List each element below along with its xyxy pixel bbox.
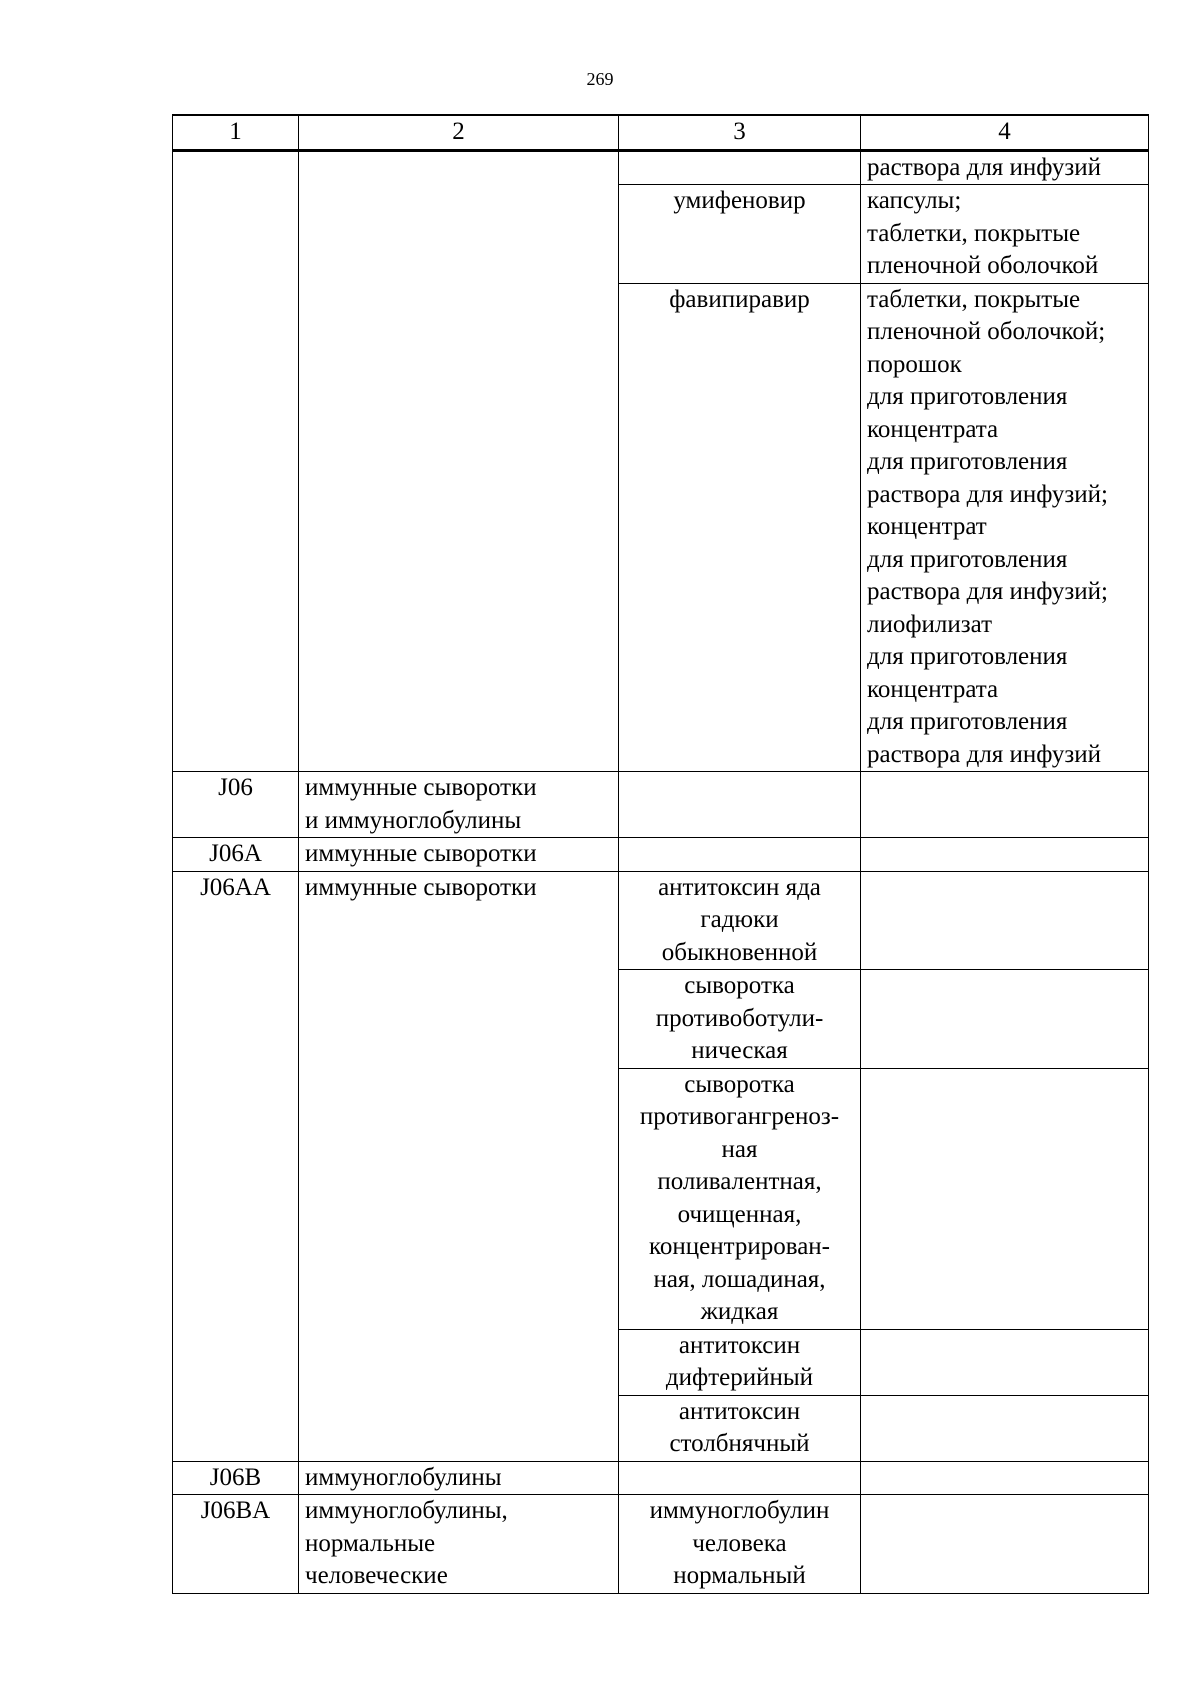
inn-cell bbox=[619, 150, 861, 185]
table-header-row bbox=[173, 115, 1149, 150]
table-row bbox=[173, 1495, 1149, 1594]
atc-code-cell: J06AA bbox=[173, 871, 299, 1461]
atc-code-cell: J06B bbox=[173, 1461, 299, 1495]
atc-code-cell: J06BA bbox=[173, 1495, 299, 1594]
dosage-form-cell: раствора для инфузий bbox=[861, 150, 1149, 185]
column-header-3: 3 bbox=[619, 115, 861, 150]
table-row bbox=[173, 1461, 1149, 1495]
table-row bbox=[173, 150, 1149, 185]
group-name-cell bbox=[299, 150, 619, 772]
atc-code-cell: J06 bbox=[173, 772, 299, 838]
dosage-form-cell bbox=[861, 871, 1149, 970]
inn-cell: иммуноглобулин человека нормальный bbox=[619, 1495, 861, 1594]
inn-cell bbox=[619, 1461, 861, 1495]
inn-cell: умифеновир bbox=[619, 185, 861, 284]
inn-cell: сыворотка противогангреноз- ная поливалентная, очищенная, концентрирован- ная, лошадиная, жидкая bbox=[619, 1068, 861, 1329]
inn-cell: фавипиравир bbox=[619, 283, 861, 772]
group-name-cell: иммунные сыворотки и иммуноглобулины bbox=[299, 772, 619, 838]
dosage-form-cell bbox=[861, 838, 1149, 872]
group-name-cell: иммунные сыворотки bbox=[299, 871, 619, 1461]
inn-cell bbox=[619, 838, 861, 872]
group-name-cell: иммунные сыворотки bbox=[299, 838, 619, 872]
dosage-form-cell: капсулы; таблетки, покрытые пленочной оболочкой bbox=[861, 185, 1149, 284]
dosage-form-cell bbox=[861, 1461, 1149, 1495]
table-row bbox=[173, 871, 1149, 970]
dosage-form-cell bbox=[861, 1395, 1149, 1461]
atc-code-cell bbox=[173, 150, 299, 772]
table-row bbox=[173, 838, 1149, 872]
inn-cell: антитоксин яда гадюки обыкновенной bbox=[619, 871, 861, 970]
dosage-form-cell bbox=[861, 1495, 1149, 1594]
inn-cell: антитоксин дифтерийный bbox=[619, 1329, 861, 1395]
group-name-cell: иммуноглобулины, нормальные человеческие bbox=[299, 1495, 619, 1594]
inn-cell: сыворотка противоботули- ническая bbox=[619, 970, 861, 1069]
dosage-form-cell bbox=[861, 1068, 1149, 1329]
dosage-form-cell: таблетки, покрытые пленочной оболочкой; порошок для приготовления концентрата для приготовления раствора для инфузий; концентрат для приготовления раствора для инфузий; лиофилизат для приготовления концентрата для приготовления раствора для инфузий bbox=[861, 283, 1149, 772]
column-header-4: 4 bbox=[861, 115, 1149, 150]
dosage-form-cell bbox=[861, 970, 1149, 1069]
table-row bbox=[173, 772, 1149, 838]
inn-cell bbox=[619, 772, 861, 838]
dosage-form-cell bbox=[861, 772, 1149, 838]
table-body bbox=[173, 150, 1149, 1593]
drug-classification-table bbox=[172, 114, 1149, 1594]
atc-code-cell: J06A bbox=[173, 838, 299, 872]
column-header-1: 1 bbox=[173, 115, 299, 150]
inn-cell: антитоксин столбнячный bbox=[619, 1395, 861, 1461]
dosage-form-cell bbox=[861, 1329, 1149, 1395]
group-name-cell: иммуноглобулины bbox=[299, 1461, 619, 1495]
page-number: 269 bbox=[586, 69, 614, 89]
column-header-2: 2 bbox=[299, 115, 619, 150]
